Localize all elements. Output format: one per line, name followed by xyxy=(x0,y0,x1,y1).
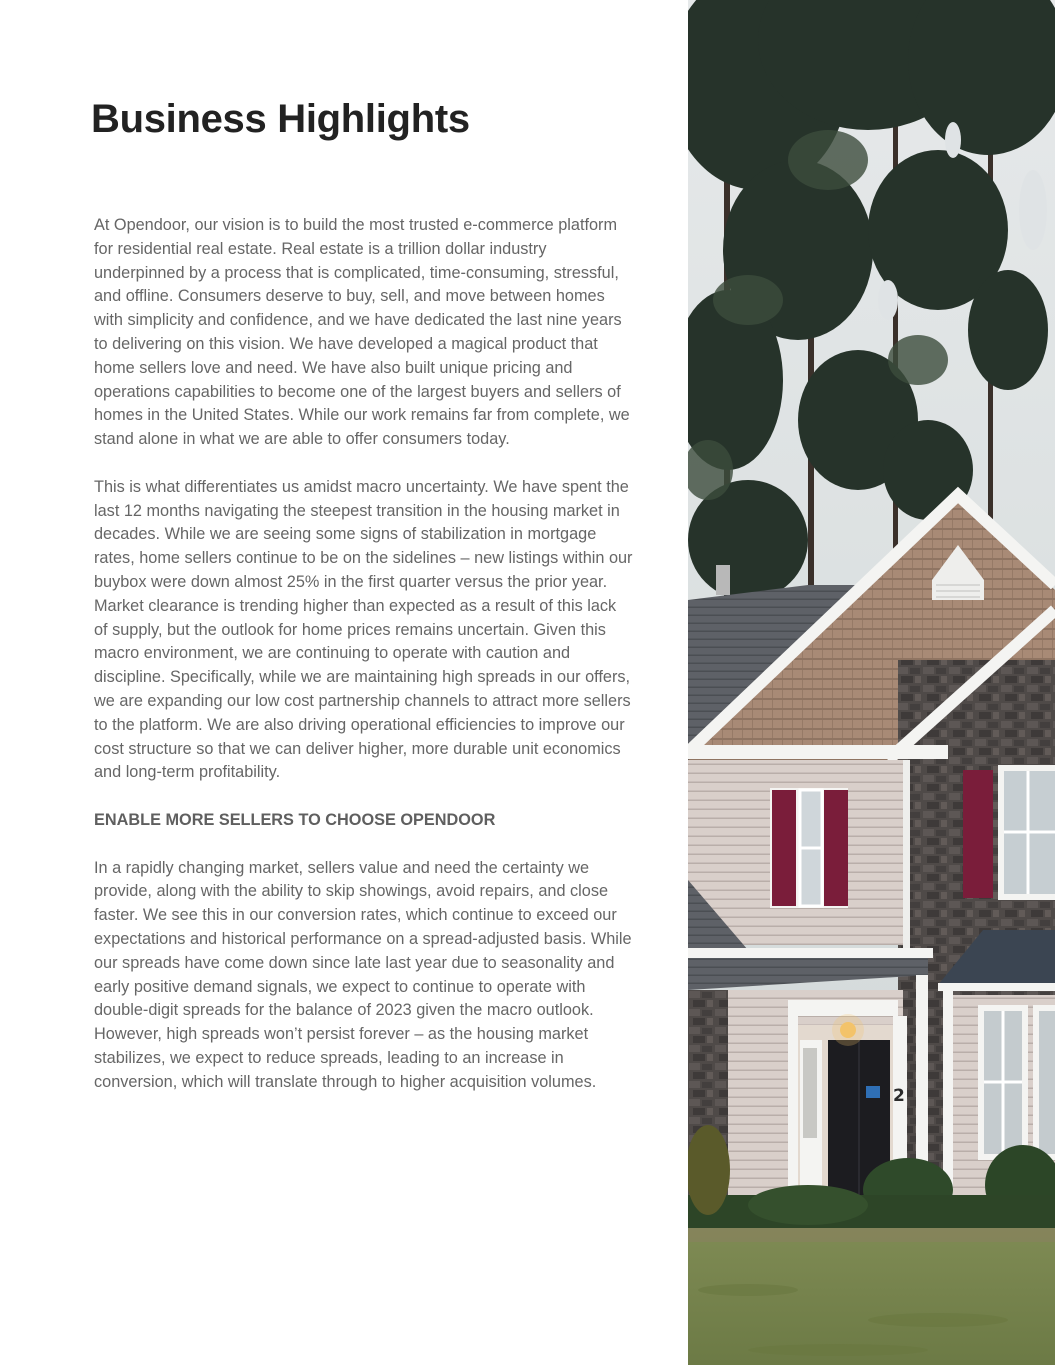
upper-fascia xyxy=(688,745,948,759)
roof-vent xyxy=(716,565,730,595)
upper-window-left xyxy=(770,788,848,908)
house-illustration xyxy=(688,0,1055,1365)
house-number: 2 xyxy=(893,1086,905,1106)
body-text xyxy=(94,214,634,1118)
paragraph-macro: This is what differentiates us amidst macro uncertainty. We have spent the last 12 months navigating the steepest transition in the housing market in decades. While we are seeing some signs of stabilization in mortgage rates, home sellers continue to be on the sidelines – new listings within our buybox were down almost 25% in the first quarter versus the prior year. Market clearance is trending higher than expected as a result of this lack of supply, but the outlook for home prices remains uncertain. Given this macro environment, we are continuing to operate with caution and discipline. Specifically, while we are maintaining high spreads in our offers, we are expanding our low cost partnership channels to attract more sellers to the platform. We are also driving operational efficiencies to improve our cost structure so that we can deliver higher, more durable unit economics and long-term profitability. xyxy=(94,477,633,782)
house-photo xyxy=(688,0,1055,1365)
page-title: Business Highlights xyxy=(91,97,470,141)
upper-window-right xyxy=(963,765,1055,900)
section-subheading: ENABLE MORE SELLERS TO CHOOSE OPENDOOR xyxy=(94,810,496,829)
paragraph-sellers: In a rapidly changing market, sellers value and need the certainty we provide, along with the ability to skip showings, avoid repairs, and close faster. We see this in our conversion rates, which continue to exceed our expectations and historical performance on a spread-adjusted basis. While our spreads have come down since late last year due to seasonality and early positive demand signals, we expect to continue to operate with double-digit spreads for the balance of 2023 given the macro outlook. However, high spreads won’t persist forever – as the housing market stabilizes, we expect to reduce spreads, leading to an increase in conversion, which will translate through to higher acquisition volumes. xyxy=(94,858,632,1091)
downspout xyxy=(903,760,910,950)
paragraph-vision: At Opendoor, our vision is to build the most trusted e-commerce platform for residential real estate. Real estate is a trillion dollar industry underpinned by a process that is complicated, time-consuming, stressful, and offline. Consumers deserve to buy, sell, and move between homes with simplicity and confidence, and we have dedicated the last nine years to delivering on this vision. We have developed a magical product that home sellers love and need. We have also built unique pricing and operations capabilities to become one of the largest buyers and sellers of homes in the United States. While our work remains far from complete, we stand alone in what we are able to offer consumers today. xyxy=(94,216,630,449)
